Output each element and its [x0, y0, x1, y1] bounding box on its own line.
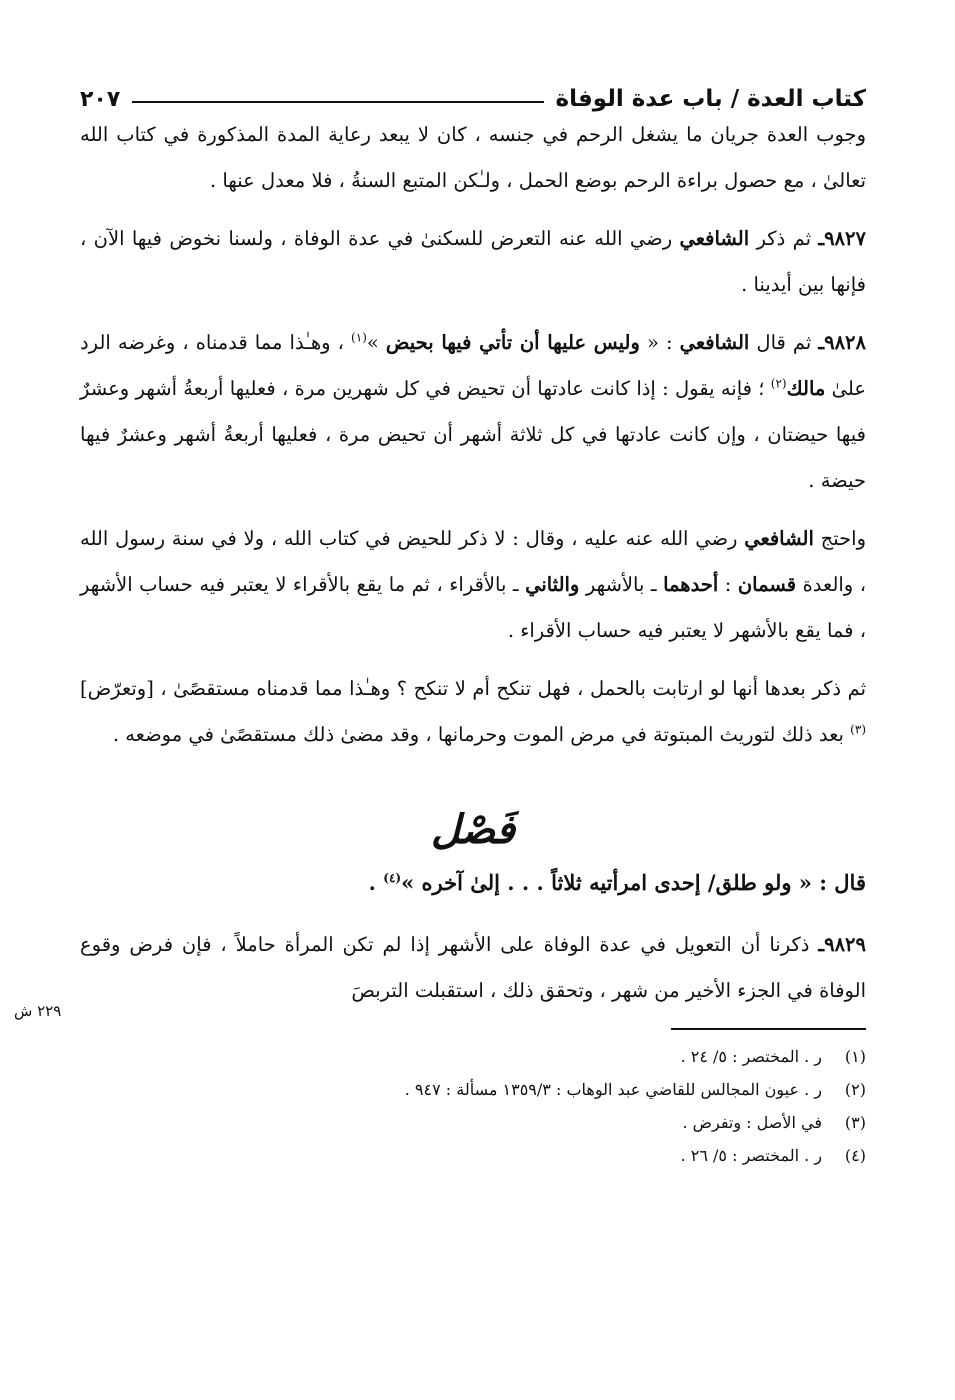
footnote-number: (٤) [844, 1146, 866, 1165]
text-run: ؛ فإنه يقول : إذا كانت عادتها أن تحيض في كل شهرين مرة ، فعليها أربعةُ أشهر وعشرٌ فيها حيضتان ، وإن كانت عادتها في كل ثلاثة أشهر أن تحيض مرة ، فعليها أربعةُ أشهر وعشرٌ فيها حيضة . [80, 377, 866, 492]
bold-term: أحدهما [663, 573, 719, 596]
paragraph [80, 666, 866, 758]
paragraph-number: ٩٨٢٨ـ [818, 331, 866, 354]
footnote [80, 1040, 866, 1073]
footnote-number: (١) [844, 1047, 866, 1066]
bold-term: الشافعي [679, 331, 750, 354]
bold-term: قسمان [737, 573, 797, 596]
footnote [80, 1139, 866, 1172]
footnote-ref[interactable]: (٤) [383, 871, 402, 885]
footnote [80, 1073, 866, 1106]
section-quote [80, 858, 866, 908]
text-run: رضي الله عنه عليه ، وقال : لا ذكر للحيض في كتاب الله ، ولا في سنة رسول الله ، والعدة [80, 527, 866, 596]
footnote [80, 1106, 866, 1139]
footnote-ref[interactable]: (١) [351, 330, 367, 345]
quote-label: قال : [819, 870, 866, 895]
text-run: ثم ذكر [749, 227, 819, 250]
page-number: ٢٠٧ [80, 87, 121, 112]
main-text [80, 112, 866, 758]
text-run: واحتج [813, 527, 867, 550]
text-run: : « [639, 331, 680, 354]
paragraph [80, 320, 866, 504]
text-run: ثم قال [749, 331, 819, 354]
header-title: كتاب العدة / باب عدة الوفاة [555, 86, 866, 112]
paragraph [80, 516, 866, 654]
header-rule [132, 101, 543, 103]
section-heading: فَصْل [430, 806, 516, 853]
quote-text: « ولو طلق/ إحدى امرأتيه ثلاثاً . . . إلىٰ آخره » [401, 870, 812, 895]
footnote-text: ر . المختصر : ٥/ ٢٤ . [680, 1047, 822, 1066]
footnote-text: ر . المختصر : ٥/ ٢٦ . [680, 1146, 822, 1165]
text-run: وجوب العدة جريان ما يشغل الرحم في جنسه ، كان لا يبعد رعاية المدة المذكورة في كتاب الله تعالىٰ ، مع حصول براءة الرحم بوضع الحمل ، ولـٰكن المتبع السنةُ ، فلا معدل عنها . [80, 123, 866, 192]
paragraph-9829 [80, 922, 866, 1014]
bold-term: الشافعي [744, 527, 814, 550]
paragraph-number: ٩٨٢٩ـ [818, 933, 866, 956]
bold-term: الشافعي [679, 227, 750, 250]
text-run: ثم ذكر بعدها أنها لو ارتابت بالحمل ، فهل تنكح أم لا تنكح ؟ وهـٰذا مما قدمناه مستقصًىٰ ، [وتعرّض] [80, 677, 866, 700]
quote-end: . [368, 870, 384, 895]
footnote-number: (٣) [844, 1113, 866, 1132]
paragraph [80, 216, 866, 308]
footnote-text: ر . عيون المجالس للقاضي عبد الوهاب : ١٣٥٩/٣ مسألة : ٩٤٧ . [404, 1080, 822, 1099]
footnote-ref[interactable]: (٢) [770, 376, 787, 391]
text-run: » [366, 331, 386, 354]
text-run: رضي الله عنه التعرض للسكنىٰ في عدة الوفاة ، ولسنا نخوض فيها الآن ، فإنها بين أيدينا . [80, 227, 866, 296]
text-run: ـ بالأشهر [579, 573, 664, 596]
paragraph-number: ٩٨٢٧ـ [818, 227, 866, 250]
margin-note: ٢٢٩ ش [14, 1002, 62, 1020]
text-run: : [718, 573, 738, 596]
running-header [80, 78, 866, 112]
text-run: ، وهـٰذا مما قدمناه ، وغرضه الرد علىٰ [80, 331, 866, 400]
bold-term: وليس عليها أن تأتي فيها بحيض [385, 331, 640, 354]
footnotes [80, 1040, 866, 1172]
page-body [80, 78, 866, 1172]
text-run: ـ بالأقراء ، ثم ما يقع بالأقراء لا يعتبر فيه حساب الأشهر ، فما يقع بالأشهر لا يعتبر فيه حساب الأقراء . [80, 573, 866, 642]
footnote-number: (٢) [844, 1080, 866, 1099]
paragraph-text: ذكرنا أن التعويل في عدة الوفاة على الأشهر إذا لم تكن المرأة حاملاً ، فإن فرض وقوع الوفاة في الجزء الأخير من شهر ، وتحقق ذلك ، استقبلت التربصَ [80, 933, 866, 1002]
footnote-text: في الأصل : وتفرض . [682, 1113, 822, 1132]
paragraph [80, 112, 866, 204]
text-run: بعد ذلك لتوريث المبتوتة في مرض الموت وحرمانها ، وقد مضىٰ ذلك مستقصًىٰ في موضعه . [112, 723, 851, 746]
footnote-ref[interactable]: (٣) [850, 722, 866, 737]
bold-term: مالك [786, 377, 826, 400]
bold-term: والثاني [525, 573, 580, 596]
footnote-separator [671, 1028, 866, 1030]
